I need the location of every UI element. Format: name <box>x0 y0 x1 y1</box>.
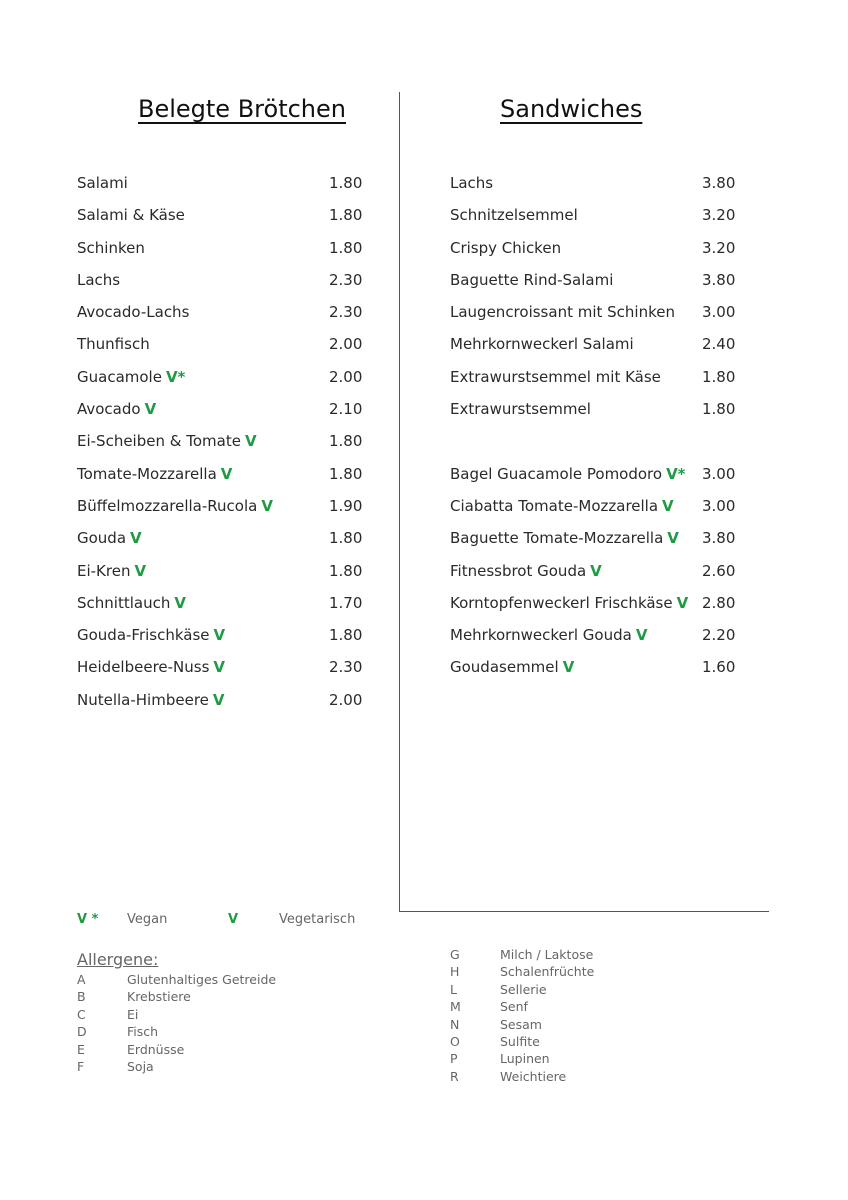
item-name <box>450 268 617 292</box>
item-name <box>450 171 497 195</box>
item-name-text: Tomate-Mozzarella <box>77 464 217 483</box>
item-price: 2.30 <box>329 658 363 677</box>
item-name-text: Büffelmozzarella-Rucola <box>77 496 258 515</box>
item-name-text: Nutella-Himbeere <box>77 690 209 709</box>
allergen-name: Soja <box>127 1058 154 1074</box>
allergen-code: H <box>450 964 460 980</box>
item-name <box>77 591 186 615</box>
item-price: 1.80 <box>329 626 363 645</box>
allergen-code: D <box>77 1024 87 1040</box>
diet-marker: V <box>635 626 648 645</box>
item-price: 2.60 <box>702 561 736 580</box>
item-name-text: Bagel Guacamole Pomodoro <box>450 464 663 483</box>
item-price: 2.20 <box>702 626 736 645</box>
allergen-code: A <box>77 972 86 987</box>
item-name <box>450 623 647 647</box>
item-name-text: Heidelbeere-Nuss <box>77 658 210 677</box>
title-sandwiches: Sandwiches <box>500 95 643 123</box>
item-name <box>450 365 665 389</box>
item-name <box>450 591 688 615</box>
item-name <box>77 462 232 486</box>
item-price: 1.80 <box>329 206 363 225</box>
item-name <box>450 203 582 227</box>
allergen-code: B <box>77 989 86 1005</box>
item-price: 3.80 <box>702 270 736 289</box>
allergen-name: Milch / Laktose <box>500 947 594 962</box>
allergen-name: Lupinen <box>500 1051 550 1067</box>
item-name-text: Goudasemmel <box>450 658 559 677</box>
allergen-name: Krebstiere <box>127 989 191 1005</box>
item-name-text: Gouda-Frischkäse <box>77 626 210 645</box>
item-name-text: Schnittlauch <box>77 593 171 612</box>
allergen-name: Weichtiere <box>500 1068 567 1084</box>
item-name-text: Mehrkornweckerl Salami <box>450 335 634 354</box>
item-name <box>77 494 273 518</box>
item-name-text: Guacamole <box>77 367 162 386</box>
diet-marker: V <box>244 432 257 451</box>
allergen-code: E <box>77 1041 85 1057</box>
item-name-text: Avocado-Lachs <box>77 303 190 322</box>
allergen-name: Sellerie <box>500 981 547 997</box>
item-price: 1.80 <box>329 561 363 580</box>
allergen-name: Fisch <box>127 1024 159 1040</box>
item-price: 3.20 <box>702 238 736 257</box>
item-name-text: Schnitzelsemmel <box>450 206 578 225</box>
item-name-text: Baguette Tomate-Mozzarella <box>450 529 664 548</box>
item-name <box>77 429 257 453</box>
item-name-text: Ei-Kren <box>77 561 131 580</box>
allergen-name: Erdnüsse <box>127 1041 185 1057</box>
allergen-name: Ei <box>127 1006 139 1022</box>
item-name-text: Gouda <box>77 529 127 548</box>
item-name <box>77 365 185 389</box>
diet-marker: V <box>174 593 186 612</box>
item-name <box>77 559 146 583</box>
title-belegte-broetchen: Belegte Brötchen <box>138 95 346 123</box>
allergen-code: P <box>450 1051 458 1067</box>
item-name-text: Salami <box>77 174 128 192</box>
item-name-text: Fitnessbrot Gouda <box>450 561 587 580</box>
allergen-name: Senf <box>500 999 528 1015</box>
item-price: 1.80 <box>329 464 363 483</box>
item-name <box>77 688 225 712</box>
diet-marker: V <box>213 658 226 677</box>
diet-marker: V <box>590 561 602 580</box>
diet-marker: V <box>220 464 233 483</box>
item-name <box>77 203 189 227</box>
diet-marker: V* <box>165 367 186 386</box>
item-name-text: Ciabatta Tomate-Mozzarella <box>450 496 659 515</box>
item-name-text: Salami & Käse <box>77 206 185 225</box>
allergen-code: G <box>450 947 460 962</box>
item-price: 3.20 <box>702 206 736 225</box>
allergen-code: N <box>450 1016 460 1032</box>
item-name-text: Crispy Chicken <box>450 238 562 257</box>
allergen-code: L <box>450 981 457 997</box>
item-name <box>450 462 686 486</box>
diet-marker: V <box>212 690 225 709</box>
allergen-code: C <box>77 1006 86 1022</box>
item-price: 2.00 <box>329 690 363 709</box>
allergen-code: F <box>77 1058 85 1074</box>
item-name <box>77 526 142 550</box>
diet-marker: V <box>134 561 147 580</box>
item-name-text: Lachs <box>450 174 494 192</box>
vegan-symbol: V * <box>77 912 99 927</box>
item-name <box>77 623 225 647</box>
item-name <box>450 429 454 453</box>
item-name <box>450 655 574 679</box>
item-name-text: Avocado <box>77 400 141 419</box>
item-price: 3.80 <box>702 529 736 548</box>
item-name <box>450 236 565 260</box>
item-name-text: Schinken <box>77 238 145 257</box>
item-name <box>450 332 638 356</box>
allergen-name: Glutenhaltiges Getreide <box>127 972 277 987</box>
item-name-text: Ei-Scheiben & Tomate <box>77 432 241 451</box>
allergen-name: Schalenfrüchte <box>500 964 595 980</box>
item-name <box>450 397 595 421</box>
item-name-text: Extrawurstsemmel mit Käse <box>450 367 661 386</box>
allergen-code: M <box>450 999 461 1015</box>
allergen-code: O <box>450 1033 460 1049</box>
diet-marker: V* <box>666 464 686 483</box>
item-price: 1.80 <box>702 400 736 419</box>
item-price: 1.80 <box>702 367 736 386</box>
column-divider <box>399 92 400 912</box>
item-name-text: Laugencroissant mit Schinken <box>450 303 675 322</box>
item-name <box>77 300 193 324</box>
allergen-code: R <box>450 1068 459 1084</box>
vegetarian-label: Vegetarisch <box>279 912 356 927</box>
diet-marker: V <box>144 400 157 419</box>
item-price: 3.00 <box>702 496 736 515</box>
item-name <box>450 559 602 583</box>
item-price: 2.00 <box>329 335 363 354</box>
item-price: 2.30 <box>329 303 363 322</box>
diet-marker: V <box>213 626 226 645</box>
item-price: 1.80 <box>329 238 363 257</box>
item-price: 2.80 <box>702 593 736 612</box>
diet-marker: V <box>261 496 273 515</box>
item-name <box>77 332 154 356</box>
footer-divider <box>399 911 769 912</box>
item-name <box>77 397 156 421</box>
item-price: 2.30 <box>329 270 363 289</box>
item-name <box>450 494 674 518</box>
item-name-text: Mehrkornweckerl Gouda <box>450 626 632 645</box>
item-price: 3.00 <box>702 303 736 322</box>
item-price: 1.80 <box>329 174 363 192</box>
item-price: 1.90 <box>329 496 363 515</box>
diet-marker: V <box>130 529 142 548</box>
diet-marker: V <box>667 529 679 548</box>
item-name-text: Extrawurstsemmel <box>450 400 591 419</box>
item-price: 1.60 <box>702 658 736 677</box>
item-name-text: Baguette Rind-Salami <box>450 270 614 289</box>
allergen-name: Sesam <box>500 1016 542 1032</box>
item-name-text: Lachs <box>77 270 121 289</box>
item-name <box>77 236 149 260</box>
item-price: 3.00 <box>702 464 736 483</box>
vegan-label: Vegan <box>127 912 168 927</box>
item-name <box>450 300 679 324</box>
item-price: 2.00 <box>329 367 363 386</box>
allergen-name: Sulfite <box>500 1033 540 1049</box>
item-name-text: Korntopfenweckerl Frischkäse <box>450 593 673 612</box>
item-price: 3.80 <box>702 174 736 192</box>
item-name-text: Thunfisch <box>77 335 150 354</box>
allergen-title: Allergene: <box>77 950 159 969</box>
diet-marker: V <box>662 496 674 515</box>
item-price: 2.40 <box>702 335 736 354</box>
item-name <box>77 171 132 195</box>
item-price: 1.80 <box>329 529 363 548</box>
item-name <box>77 655 225 679</box>
vegetarian-symbol: V <box>228 912 239 927</box>
diet-marker: V <box>676 593 689 612</box>
item-name <box>450 526 679 550</box>
item-price: 2.10 <box>329 400 363 419</box>
item-price: 1.80 <box>329 432 363 451</box>
item-price: 1.70 <box>329 593 363 612</box>
item-name <box>77 268 124 292</box>
diet-marker: V <box>562 658 575 677</box>
